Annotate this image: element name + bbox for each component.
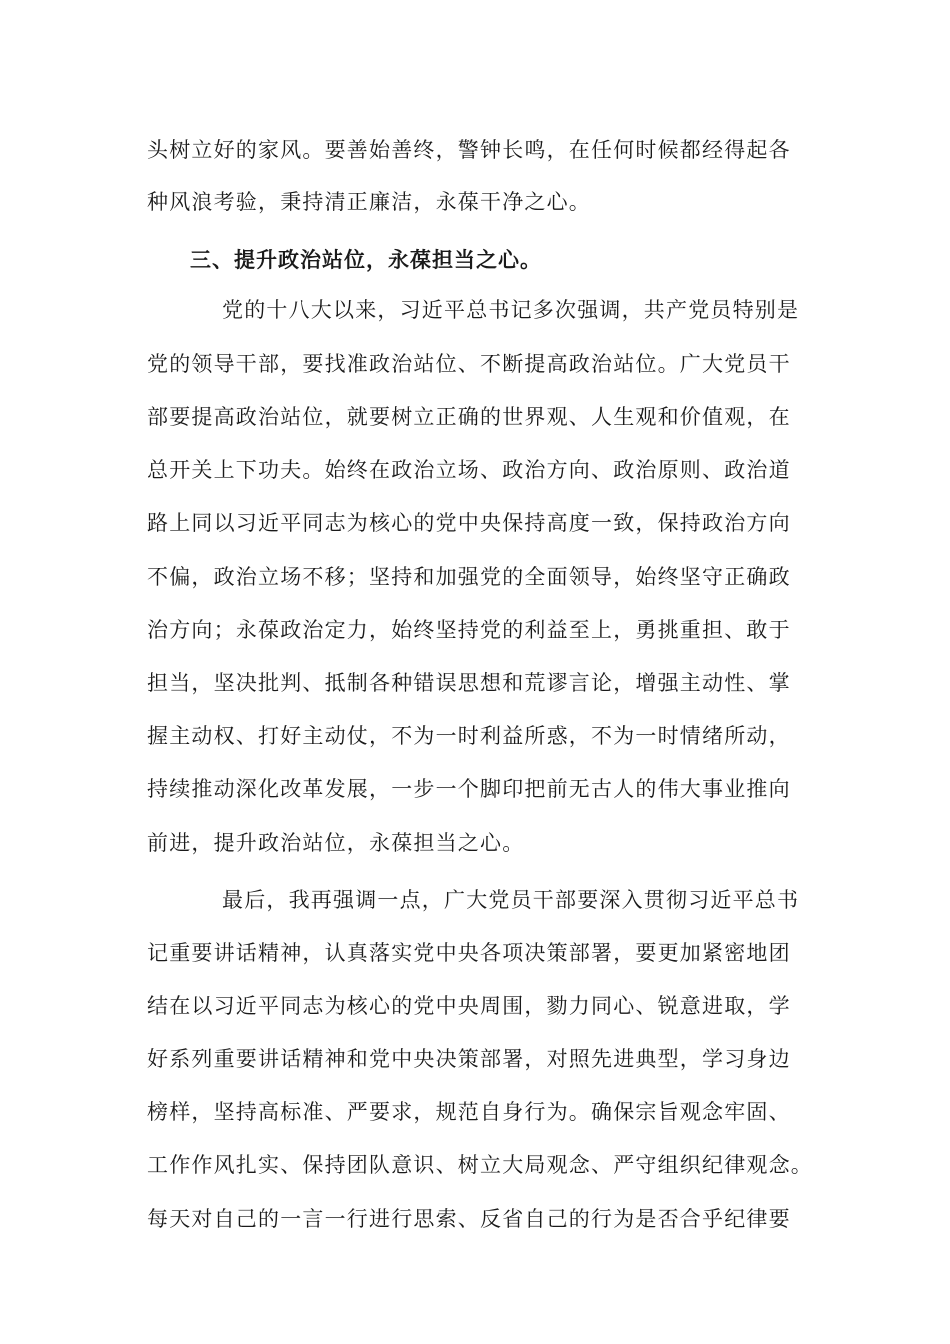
text-line: 持续推动深化改革发展，一步一个脚印把前无古人的伟大事业推向 xyxy=(147,777,791,801)
paragraph-first-line: 党的十八大以来，习近平总书记多次强调，共产党员特别是 xyxy=(222,298,800,322)
text-line: 结在以习近平同志为核心的党中央周围，勠力同心、锐意进取，学 xyxy=(147,994,791,1018)
text-line: 前进，提升政治站位，永葆担当之心。 xyxy=(147,831,525,855)
text-line: 路上同以习近平同志为核心的党中央保持高度一致，保持政治方向 xyxy=(147,511,791,535)
text-line: 记重要讲话精神，认真落实党中央各项决策部署，要更加紧密地团 xyxy=(147,941,791,965)
text-line: 不偏，政治立场不移；坚持和加强党的全面领导，始终坚守正确政 xyxy=(147,565,791,589)
text-line: 工作作风扎实、保持团队意识、树立大局观念、严守组织纪律观念。 xyxy=(147,1153,813,1177)
text-line: 好系列重要讲话精神和党中央决策部署，对照先进典型，学习身边 xyxy=(147,1047,791,1071)
text-line: 部要提高政治站位，就要树立正确的世界观、人生观和价值观，在 xyxy=(147,405,791,429)
text-line: 担当，坚决批判、抵制各种错误思想和荒谬言论，增强主动性、掌 xyxy=(147,671,791,695)
text-line: 每天对自己的一言一行进行思索、反省自己的行为是否合乎纪律要 xyxy=(147,1207,791,1231)
text-line: 榜样，坚持高标准、严要求，规范自身行为。确保宗旨观念牢固、 xyxy=(147,1100,791,1124)
text-line: 种风浪考验，秉持清正廉洁，永葆干净之心。 xyxy=(147,190,591,214)
text-line: 治方向；永葆政治定力，始终坚持党的利益至上，勇挑重担、敢于 xyxy=(147,618,791,642)
paragraph-first-line: 最后，我再强调一点，广大党员干部要深入贯彻习近平总书 xyxy=(222,888,800,912)
text-line: 总开关上下功夫。始终在政治立场、政治方向、政治原则、政治道 xyxy=(147,458,791,482)
text-line: 党的领导干部，要找准政治站位、不断提高政治站位。广大党员干 xyxy=(147,352,791,376)
text-line: 头树立好的家风。要善始善终，警钟长鸣，在任何时候都经得起各 xyxy=(147,138,791,162)
section-heading: 三、提升政治站位，永葆担当之心。 xyxy=(190,247,542,272)
text-line: 握主动权、打好主动仗，不为一时利益所惑，不为一时情绪所动， xyxy=(147,724,791,748)
